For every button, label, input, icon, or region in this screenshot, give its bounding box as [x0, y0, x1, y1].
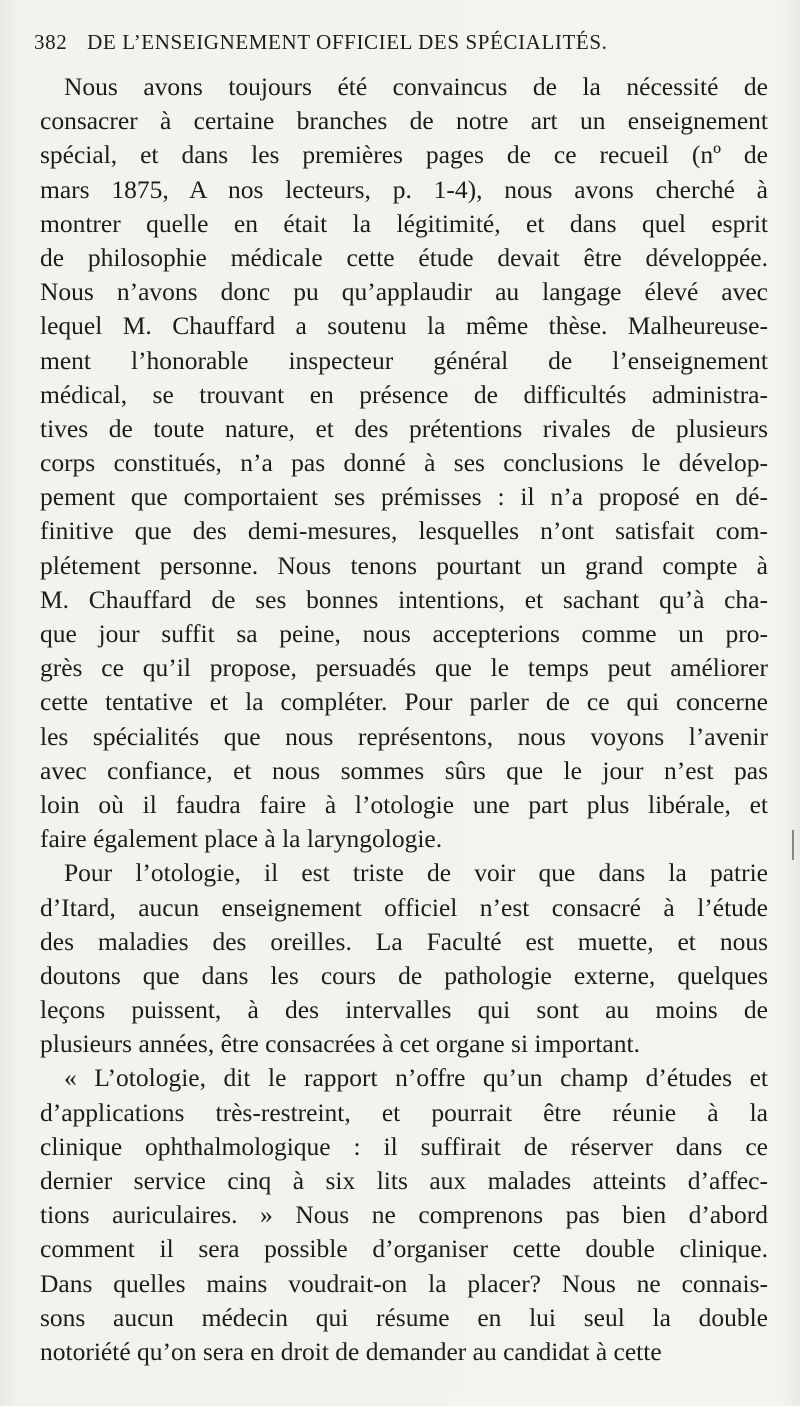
text-line: que jour suffit sa peine, nous accepterions comme un pro- — [40, 619, 768, 648]
text-line: mars 1875, A nos lecteurs, p. 1-4), nous avons cherché à — [40, 174, 768, 204]
text-line: plétement personne. Nous tenons pourtant un grand compte à — [40, 550, 768, 580]
text-line: leçons puissent, à des intervalles qui sont au moins de — [40, 995, 768, 1025]
text-line: faire également place à la laryngologie. — [40, 824, 443, 854]
text-line: d’applications très-restreint, et pourrait être réunie à la — [40, 1097, 768, 1127]
text-line: pement que comportaient ses prémisses : il n’a proposé en dé- — [40, 482, 768, 512]
text-line: dernier service cinq à six lits aux malades atteints d’affec- — [40, 1166, 768, 1195]
body-text — [40, 70, 768, 1369]
text-line: comment il sera possible d’organiser cette double clinique. — [40, 1234, 768, 1264]
text-line: consacrer à certaine branches de notre art un enseignement — [40, 106, 768, 136]
text-line: Pour l’otologie, il est triste de voir que dans la patrie — [64, 858, 768, 888]
text-line: Nous n’avons donc pu qu’applaudir au langage élevé avec — [40, 277, 768, 307]
text-line: médical, se trouvant en présence de difficultés administra- — [40, 379, 768, 409]
text-line: notoriété qu’on sera en droit de demander au candidat à cette — [40, 1336, 662, 1366]
text-line: sons aucun médecin qui résume en lui seul la double — [40, 1302, 768, 1332]
text-line: les spécialités que nous représentons, nous voyons l’avenir — [40, 721, 768, 751]
text-line: de philosophie médicale cette étude devait être développée. — [40, 242, 768, 272]
text-line: doutons que dans les cours de pathologie externe, quelques — [40, 960, 768, 990]
text-line: grès ce qu’il propose, persuadés que le temps peut améliorer — [40, 653, 768, 683]
paragraph — [40, 1061, 768, 1369]
text-line: tives de toute nature, et des prétentions rivales de plusieurs — [40, 413, 768, 443]
text-line: tions auriculaires. » Nous ne comprenons pas bien d’abord — [40, 1200, 768, 1230]
paragraph — [40, 856, 768, 1061]
page-number: 382 — [34, 30, 68, 54]
text-line: finitive que des demi-mesures, lesquelles n’ont satisfait com- — [40, 516, 768, 546]
text-line: ment l’honorable inspecteur général de l’enseignement — [40, 345, 768, 375]
running-title: DE L’ENSEIGNEMENT OFFICIEL DES SPÉCIALITÉS. — [87, 30, 608, 54]
text-line: plusieurs années, être consacrées à cet organe si important. — [40, 1029, 640, 1059]
text-line: Nous avons toujours été convaincus de la nécessité de — [64, 72, 768, 101]
text-line: des maladies des oreilles. La Faculté est muette, et nous — [40, 926, 768, 956]
text-line: montrer quelle en était la légitimité, et dans quel esprit — [40, 208, 768, 238]
text-line: corps constitués, n’a pas donné à ses conclusions le dévelop- — [40, 448, 768, 478]
margin-mark — [792, 830, 794, 860]
text-line: avec confiance, et nous sommes sûrs que le jour n’est pas — [40, 755, 768, 785]
text-line: Dans quelles mains voudrait-on la placer? Nous ne connais- — [40, 1268, 768, 1298]
text-line: « L’otologie, dit le rapport n’offre qu’un champ d’études et — [64, 1063, 768, 1093]
text-line: lequel M. Chauffard a soutenu la même thèse. Malheureuse- — [40, 311, 768, 341]
text-line: cette tentative et la compléter. Pour parler de ce qui concerne — [40, 687, 768, 717]
text-line: loin où il faudra faire à l’otologie une part plus libérale, et — [40, 789, 768, 819]
text-line: spécial, et dans les premières pages de ce recueil (nº de — [40, 140, 768, 170]
text-line: d’Itard, aucun enseignement officiel n’est consacré à l’étude — [40, 892, 768, 922]
page-header — [34, 30, 774, 60]
text-line: clinique ophthalmologique : il suffirait de réserver dans ce — [40, 1131, 768, 1161]
paragraph — [40, 70, 768, 856]
text-line: M. Chauffard de ses bonnes intentions, et sachant qu’à cha- — [40, 584, 768, 614]
